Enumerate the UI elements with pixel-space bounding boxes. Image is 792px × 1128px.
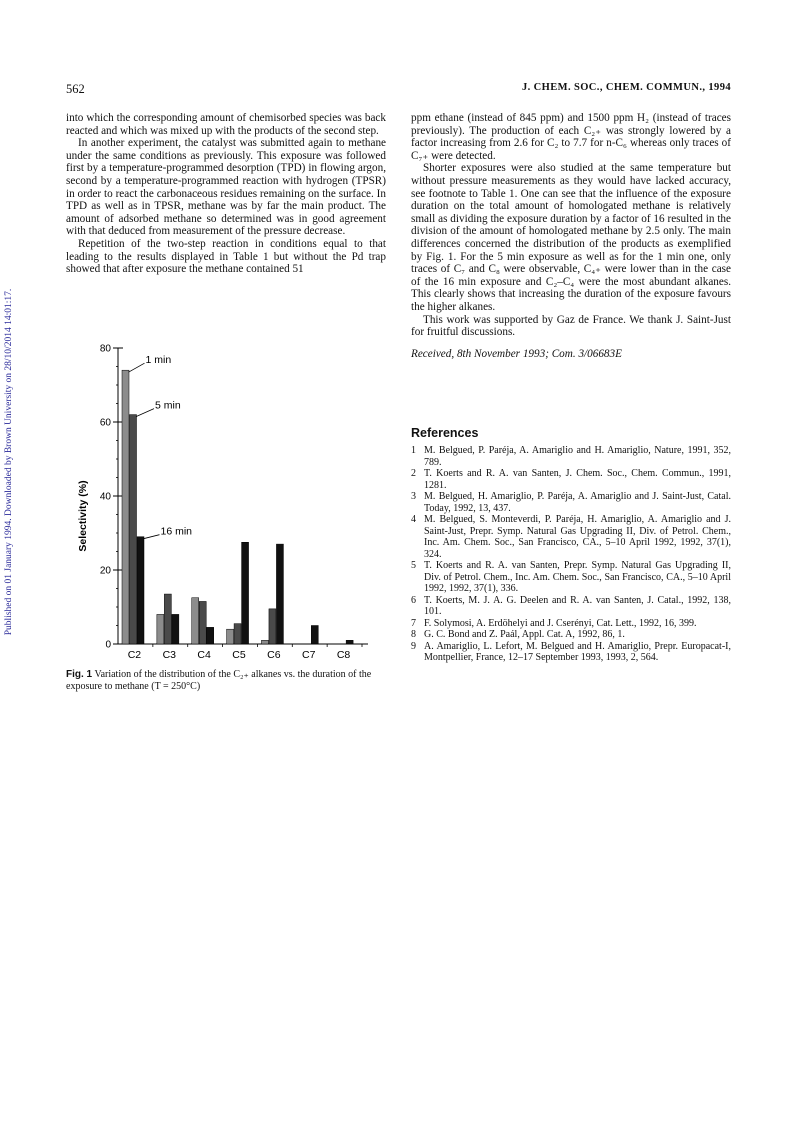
series-leader-line (129, 363, 145, 372)
series-label: 1 min (145, 354, 172, 367)
bar-C2-16-min (137, 537, 144, 644)
series-label: 5 min (155, 399, 181, 412)
page-number: 562 (66, 82, 85, 96)
y-tick-label: 80 (99, 343, 111, 355)
publication-note: Published on 01 January 1994. Downloaded by Brown University on 28/10/2014 14:01:17. (4, 288, 14, 636)
bar-C4-5-min (199, 601, 206, 644)
x-tick-label: C2 (127, 649, 142, 661)
series-leader-line (136, 409, 154, 417)
reference-item: 4 M. Belgued, S. Monteverdi, P. Paréja, H. Amariglio, A. Amariglio and J. Saint-Just, Prepr. Symp. Natural Gas Upgrading II, Div. of Petrol. Chem., Inc. Am. Chem. Soc., San Francisco, CA., 5–10 April 1992, 1992, 37(1), 324. (411, 514, 731, 560)
bar-C5-1-min (227, 629, 234, 644)
x-tick-label: C6 (267, 649, 281, 661)
x-tick-label: C5 (232, 649, 246, 661)
reference-item: 2 T. Koerts and R. A. van Santen, J. Chem. Soc., Chem. Commun., 1991, 1281. (411, 468, 731, 491)
y-axis-label: Selectivity (%) (77, 480, 89, 552)
reference-item: 3 M. Belgued, H. Amariglio, P. Paréja, A. Amariglio and J. Saint-Just, Catal. Today, 1992, 13, 437. (411, 491, 731, 514)
y-tick-label: 60 (99, 417, 111, 429)
figure-caption-text: Variation of the distribution of the C₂₊ alkanes vs. the duration of the exposure to methane (T = 250°C) (66, 669, 372, 692)
paragraph: This work was supported by Gaz de France. We thank J. Saint-Just for fruitful discussions. (411, 313, 731, 339)
bar-C3-5-min (164, 594, 171, 644)
bar-C3-16-min (172, 614, 179, 644)
right-column (411, 112, 731, 360)
reference-item: 5 T. Koerts and R. A. van Santen, Prepr. Symp. Natural Gas Upgrading II, Div. of Petrol. Chem., Inc. Am. Chem. Soc., San Francisco, CA., 5–10 April 1992, 1992, 37(1), 336. (411, 560, 731, 594)
bar-C5-5-min (234, 624, 241, 644)
publication-sidebar (2, 262, 16, 662)
running-header: J. CHEM. SOC., CHEM. COMMUN., 1994 (521, 82, 731, 93)
series-label: 16 min (160, 525, 193, 538)
reference-item: 9 A. Amariglio, L. Lefort, M. Belgued and H. Amariglio, Prepr. Europacat-I, Montpellier, France, 12–17 September 1993, 1993, 2, 564. (411, 640, 731, 663)
bar-C8-16-min (346, 640, 353, 644)
bar-C5-16-min (242, 542, 249, 644)
x-tick-label: C4 (197, 649, 211, 661)
y-tick-label: 20 (99, 565, 111, 577)
reference-item: 6 T. Koerts, M. J. A. G. Deelen and R. A. van Santen, J. Catal., 1992, 138, 101. (411, 594, 731, 617)
y-tick-label: 0 (105, 639, 111, 651)
x-tick-label: C8 (336, 649, 351, 661)
bar-C2-1-min (122, 370, 129, 644)
bar-C4-16-min (207, 627, 214, 644)
paragraph: In another experiment, the catalyst was submitted again to methane under the same conditions as previously. This exposure was followed first by a temperature-programmed desorption (TPD) in flowing argon, second by a temperature-programmed reaction with hydrogen (TPSR) in order to react the carbonaceous residues remaining on the surface. In TPD as well as in TPSR, methane was by far the main product. The amount of adsorbed methane so determined was in good agreement with that deduced from measurement of the pressure decrease. (66, 137, 386, 238)
reference-item: 7 F. Solymosi, A. Erdöhelyi and J. Cserényi, Cat. Lett., 1992, 16, 399. (411, 617, 697, 629)
x-tick-label: C7 (301, 649, 316, 661)
figure-caption (66, 669, 386, 692)
bar-C3-1-min (157, 614, 164, 644)
bar-C2-5-min (130, 415, 137, 644)
series-leader-line (144, 535, 160, 539)
received-line: Received, 8th November 1993; Com. 3/06683E (411, 347, 622, 360)
bar-C7-16-min (311, 626, 318, 645)
y-tick-label: 40 (99, 491, 111, 503)
bar-C6-5-min (269, 609, 276, 644)
figure-label: Fig. 1 (66, 669, 93, 680)
paragraph: Shorter exposures were also studied at the same temperature but without pressure measurements as they would have lacked accuracy, see footnote to Table 1. One can see that the influence of the exposure duration on the total amount of homologated methane is relatively small as dividing the exposure duration by a factor of 16 resulted in the division of the amount of homologated methane by 2.5 only. The main differences concerned the distribution of the products as exemplified by Fig. 1. For the 5 min exposure as well as for the 1 min one, only traces of C₇ and C₈ were observable, C₄₊ were lower than in the case of the 16 min exposure and C₂–C₄ were the most abundant alkanes. This clearly shows that increasing the duration of the exposure favours the higher alkanes. (411, 162, 731, 313)
left-column (66, 112, 386, 276)
x-tick-label: C3 (162, 649, 177, 661)
reference-item: 8 G. C. Bond and Z. Paál, Appl. Cat. A, 1992, 86, 1. (411, 629, 625, 640)
references-list (411, 445, 731, 664)
bar-C6-1-min (261, 640, 268, 644)
reference-item: 1 M. Belgued, P. Paréja, A. Amariglio and H. Amariglio, Nature, 1991, 352, 789. (411, 445, 731, 468)
bar-chart (66, 338, 386, 663)
figure-1-chart (66, 338, 386, 668)
references-heading: References (411, 426, 479, 440)
paragraph: ppm ethane (instead of 845 ppm) and 1500 ppm H₂ (instead of traces previously). The production of each C₂₊ was strongly lowered by a factor increasing from 2.6 for C₂ to 7.7 for n-C₆ whereas only traces of C₇₊ were detected. (411, 112, 731, 162)
paragraph: into which the corresponding amount of chemisorbed species was back reacted and which was mixed up with the products of the second step. (66, 112, 386, 137)
paragraph: Repetition of the two-step reaction in conditions equal to that leading to the results displayed in Table 1 but without the Pd trap showed that after exposure the methane contained 51 (66, 237, 386, 276)
bar-C6-16-min (276, 544, 283, 644)
bar-C4-1-min (192, 598, 199, 644)
